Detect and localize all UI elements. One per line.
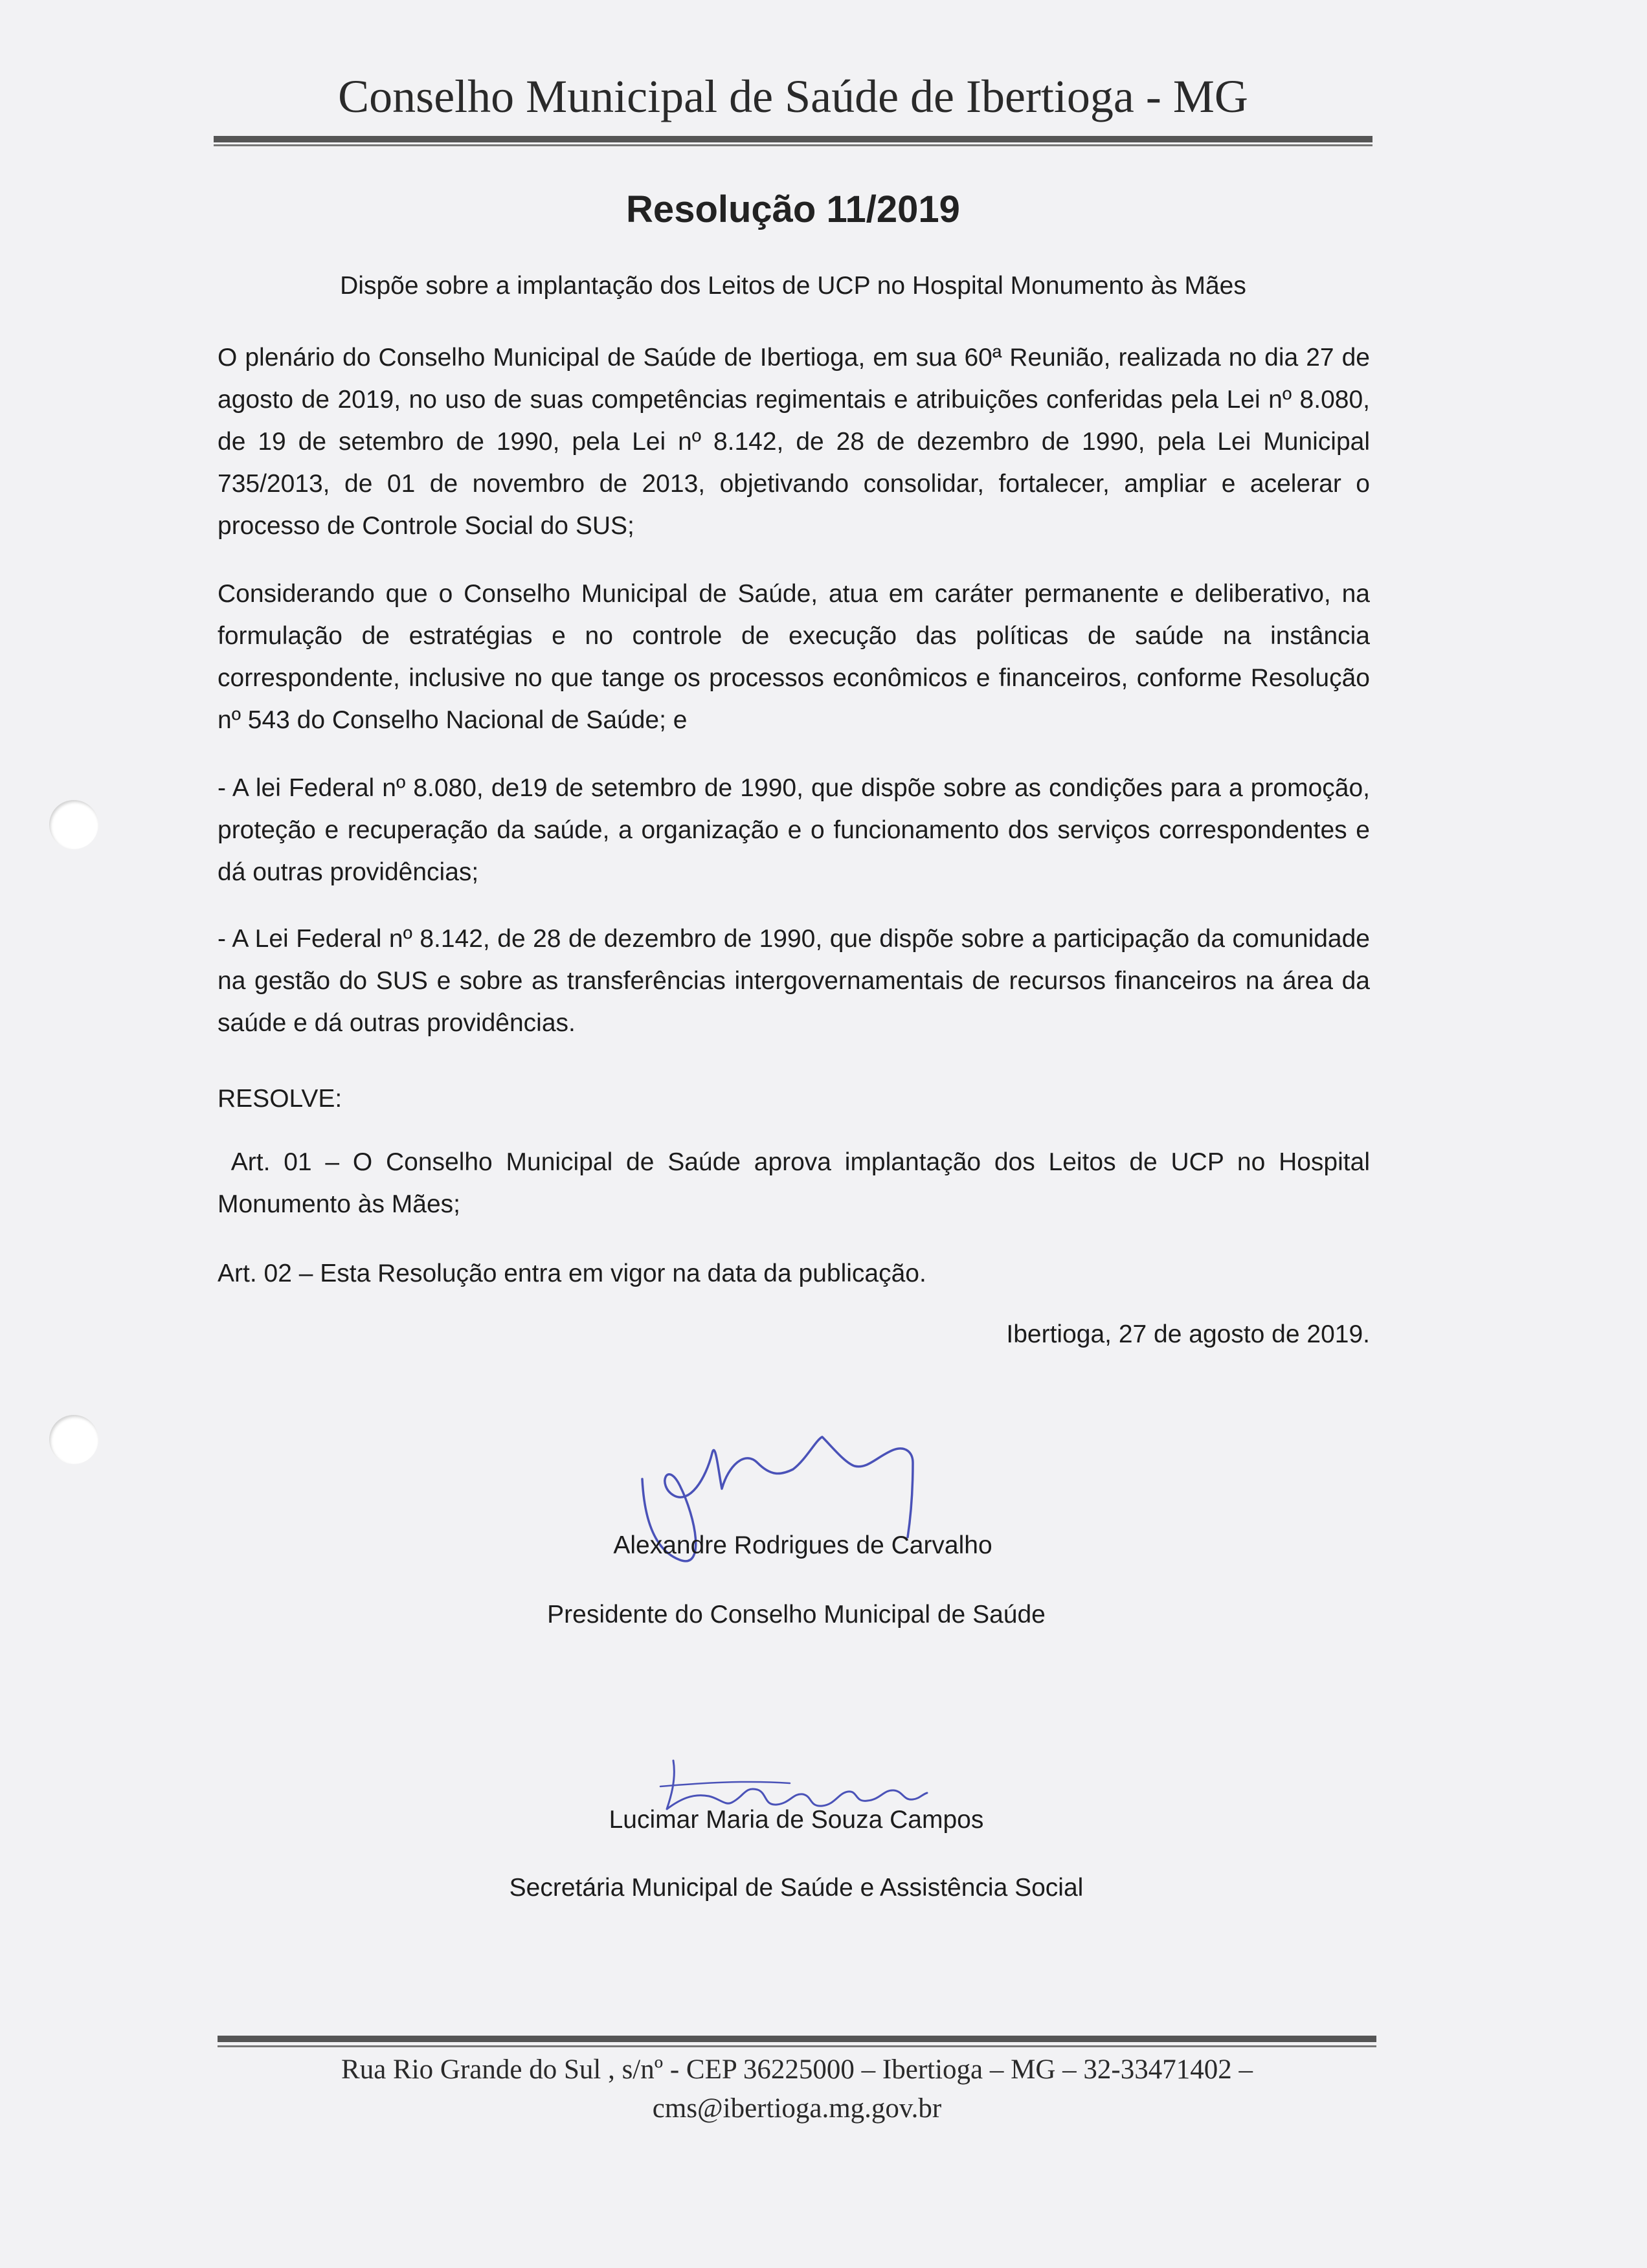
letterhead-title: Conselho Municipal de Saúde de Ibertioga - MG	[338, 71, 1248, 122]
preamble-paragraph: O plenário do Conselho Municipal de Saúde de Ibertioga, em sua 60ª Reunião, realizada no dia 27 de agosto de 2019, no uso de suas competências regimentais e atribuições conferidas pela Lei nº 8.080, de 19 de setembro de 1990, pela Lei nº 8.142, de 28 de dezembro de 1990, pela Lei Municipal 735/2013, de 01 de novembro de 2013, objetivando consolidar, fortalecer, ampliar e acelerar o processo de Controle Social do SUS;	[218, 344, 1370, 540]
punch-hole-bottom	[49, 1415, 98, 1464]
footer-address: Rua Rio Grande do Sul , s/nº - CEP 36225000 – Ibertioga – MG – 32-33471402 –	[341, 2054, 1253, 2085]
law-8080-paragraph: - A lei Federal nº 8.080, de19 de setembro de 1990, que dispõe sobre as condições para a promoção, proteção e recuperação da saúde, a organização e o funcionamento dos serviços correspondentes e dá outras providências;	[218, 774, 1370, 886]
signatory-1-role: Presidente do Conselho Municipal de Saúde	[547, 1601, 1046, 1629]
footer-email: cms@ibertioga.mg.gov.br	[652, 2093, 942, 2124]
article-02: Art. 02 – Esta Resolução entra em vigor na data da publicação.	[218, 1260, 926, 1287]
footer-rule-thin	[218, 2045, 1376, 2047]
header-rule	[214, 136, 1372, 142]
considering-paragraph: Considerando que o Conselho Municipal de Saúde, atua em caráter permanente e deliberativo, na formulação de estratégias e no controle de execução das políticas de saúde na instância correspondente, inclusive no que tange os processos econômicos e financeiros, conforme Resolução nº 543 do Conselho Nacional de Saúde; e	[218, 580, 1370, 734]
resolution-subtitle: Dispõe sobre a implantação dos Leitos de UCP no Hospital Monumento às Mães	[340, 272, 1246, 300]
signatory-2-role: Secretária Municipal de Saúde e Assistência Social	[509, 1874, 1084, 1902]
punch-hole-top	[49, 800, 98, 849]
place-date: Ibertioga, 27 de agosto de 2019.	[1006, 1320, 1370, 1348]
resolve-heading: RESOLVE:	[218, 1085, 342, 1113]
law-8142-paragraph: - A Lei Federal nº 8.142, de 28 de dezembro de 1990, que dispõe sobre a participação da comunidade na gestão do SUS e sobre as transferências intergovernamentais de recursos financeiros na área da saúde e dá outras providências.	[218, 925, 1370, 1037]
signatory-1-name: Alexandre Rodrigues de Carvalho	[613, 1531, 992, 1559]
header-rule-thin	[214, 144, 1372, 146]
resolution-title: Resolução 11/2019	[626, 188, 960, 230]
article-01: Art. 01 – O Conselho Municipal de Saúde aprova implantação dos Leitos de UCP no Hospital Monumento às Mães;	[218, 1148, 1377, 1218]
signatory-2-name: Lucimar Maria de Souza Campos	[609, 1806, 984, 1834]
footer-rule	[218, 2036, 1376, 2042]
